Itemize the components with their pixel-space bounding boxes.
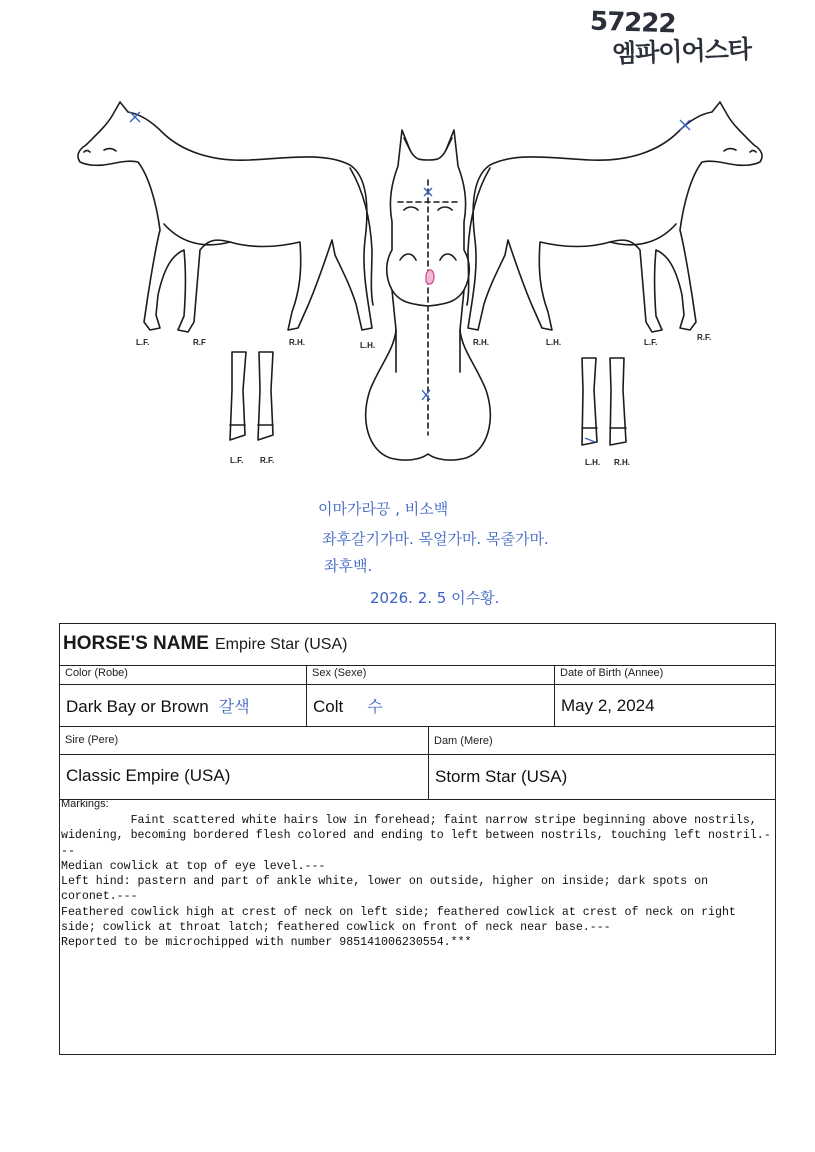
color-label: Color (Robe) <box>65 667 128 679</box>
note-line-1: 이마가라끙 , 비소백 <box>318 500 449 518</box>
label-right-fore: R.F <box>193 338 206 347</box>
sex-handwritten-note: 수 <box>367 697 383 716</box>
color-handwritten-note: 갈색 <box>218 697 250 716</box>
title-row <box>60 624 775 666</box>
identification-form <box>59 623 776 1055</box>
label-front-right: R.F. <box>260 456 275 465</box>
cowlick-mark-neck <box>422 390 430 400</box>
label-right-hind: R.H. <box>289 338 305 347</box>
label-right-side-rf: R.F. <box>697 333 712 342</box>
dam-value: Storm Star (USA) <box>435 767 568 786</box>
label-front-left: L.F. <box>230 456 244 465</box>
sire-label: Sire (Pere) <box>65 734 119 746</box>
details-label-row <box>60 666 775 685</box>
label-left-hind: L.H. <box>360 341 376 350</box>
horse-name-value: Empire Star (USA) <box>214 636 348 653</box>
markings-label: Markings: <box>61 798 109 810</box>
parents-label-row <box>60 727 775 755</box>
horse-name-heading <box>63 633 347 655</box>
note-line-3: 좌후백. <box>324 557 373 575</box>
label-left-fore: L.F. <box>136 338 150 347</box>
dob-value: May 2, 2024 <box>561 696 655 715</box>
horse-front-view-figure <box>366 130 491 460</box>
markings-description: Faint scattered white hairs low in forehead; faint narrow stripe beginning above nostrils, widening, becoming bordered flesh colored and ending to left between nostrils, touching left nostril.--- Median cowlick at top of eye level.--- Left hind: pastern and part of ankle white, lower on outside, higher on inside; dark spots on coronet.--- Feathered cowlick high at crest of neck on left side; feathered cowlick at crest of neck on right side; cowlick at throat latch; feathered cowlick on front of neck near base.--- Reported to be microchipped with number 985141006230554.*** <box>61 814 771 950</box>
horse-left-side-figure <box>78 102 373 332</box>
dam-label: Dam (Mere) <box>434 735 493 747</box>
label-right-side-lh: L.H. <box>546 338 562 347</box>
label-rear-left: L.H. <box>585 458 601 467</box>
note-line-2: 좌후갈기가마. 목얼가마. 목줄가마. <box>322 530 549 548</box>
sex-label: Sex (Sexe) <box>312 667 367 679</box>
label-right-side-rh: R.H. <box>473 338 489 347</box>
corner-name-handwriting: 엠파이어스타 <box>611 34 752 69</box>
hind-legs-figure <box>582 358 626 445</box>
horse-name-label: HORSE'S NAME <box>63 633 209 654</box>
corner-number-handwriting: 57222 <box>589 6 676 40</box>
white-pastern-mark <box>585 438 595 442</box>
cowlick-mark-right <box>680 120 690 130</box>
parents-value-row <box>60 755 775 800</box>
nostril-flesh-mark <box>426 270 434 284</box>
horse-markings-diagram <box>60 90 780 475</box>
note-line-4: 2026. 2. 5 이수황. <box>370 589 500 607</box>
details-value-row <box>60 685 775 727</box>
dob-label: Date of Birth (Annee) <box>560 667 664 679</box>
horse-right-side-figure <box>467 102 762 332</box>
sex-value: Colt <box>313 697 344 716</box>
color-value: Dark Bay or Brown <box>66 697 209 716</box>
sire-value: Classic Empire (USA) <box>66 766 231 785</box>
label-right-side-lf: L.F. <box>644 338 658 347</box>
label-rear-right: R.H. <box>614 458 630 467</box>
front-legs-figure <box>230 352 273 440</box>
